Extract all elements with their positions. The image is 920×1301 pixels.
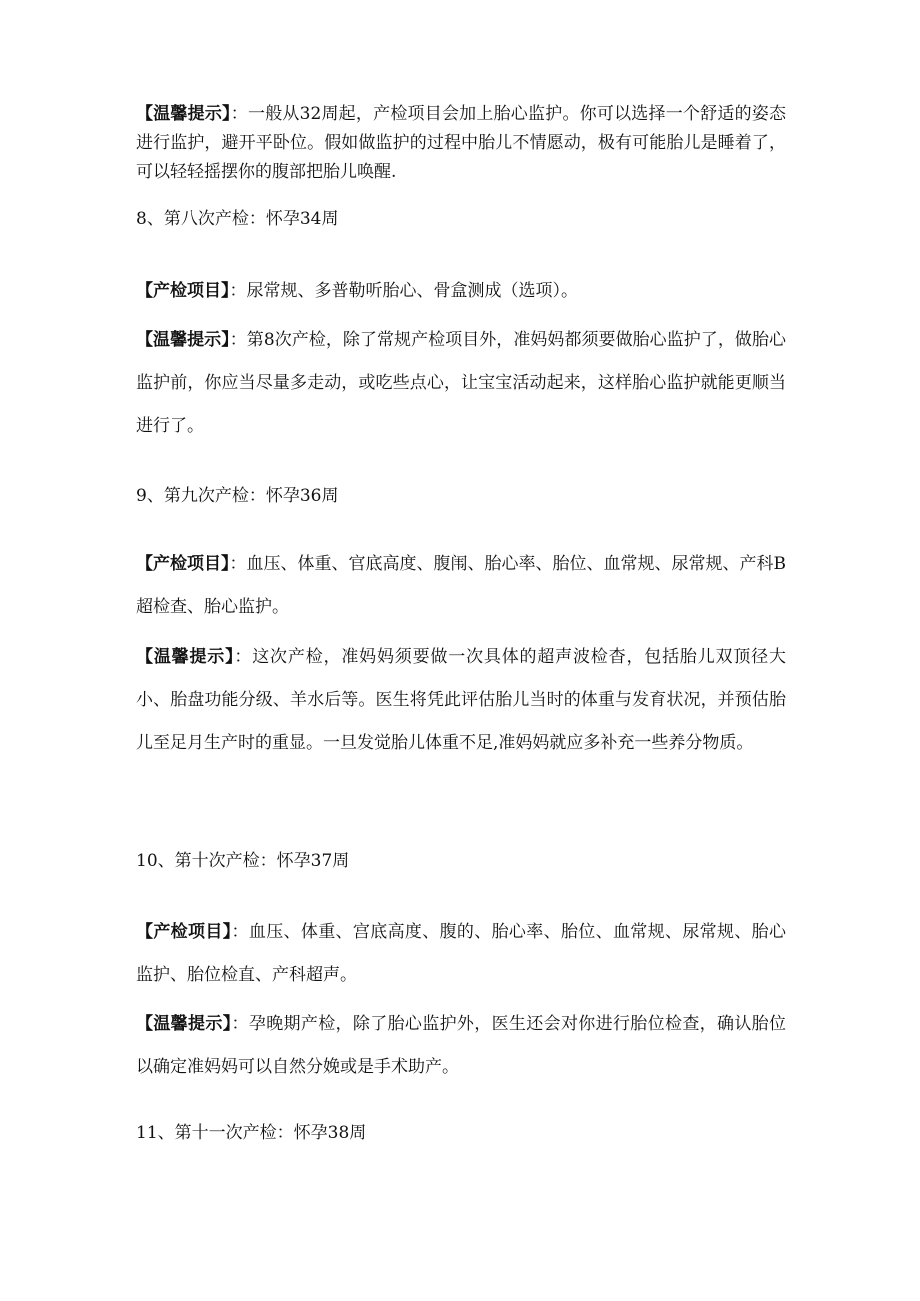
section-10-heading: 10、第十次产检：怀孕37周	[136, 851, 350, 871]
items-label: 【产检项目】	[136, 281, 230, 301]
section-8-tip	[136, 319, 786, 448]
tip-label: 【温馨提示】	[136, 1014, 232, 1034]
section-8-heading: 8、第八次产检：怀孕34周	[136, 209, 339, 229]
section-8-items	[136, 277, 786, 306]
items-label: 【产检项目】	[136, 554, 230, 574]
section-9-tip	[136, 636, 786, 765]
items-label: 【产检项目】	[136, 922, 232, 942]
items-text: ：血压、体重、宫底高度、腹的、胎心率、胎位、血常规、尿常规、胎心监护、胎位检直、产科超声。	[136, 922, 787, 985]
section-10-tip	[136, 1003, 786, 1089]
tip-text: ：这次产检，准妈妈须要做一次具体的超声波检杳，包括胎儿双顶径大小、胎盘功能分级、羊水后等。医生将凭此评估胎儿当时的体重与发育状况，并预估胎儿至足月生产时的重显。一旦发觉胎儿体重不足,准妈妈就应多补充一些养分物质。	[136, 647, 787, 753]
intro-tip-paragraph	[136, 100, 786, 187]
tip-label: 【温馨提示】	[136, 330, 230, 350]
tip-text: ：一般从32周起，产检项目会加上胎心监护。你可以选择一个舒适的姿态进行监护，避开平卧位。假如做监护的过程中胎儿不情愿动，极有可能胎儿是睡着了，可以轻轻摇摆你的腹部把胎儿唤醒.	[136, 104, 786, 182]
tip-text: ：孕晚期产检，除了胎心监护外，医生还会对你进行胎位检查，确认胎位以确定准妈妈可以自然分娩或是手术助产。	[136, 1014, 787, 1077]
items-text: ：尿常规、多普勒听胎心、骨盒测成（选项）。	[229, 281, 578, 301]
tip-text: ：第8次产检，除了常规产检项目外，准妈妈都须要做胎心监护了，做胎心监护前，你应当尽量多走动，或吃些点心，让宝宝活动起来，这样胎心监护就能更顺当进行了。	[136, 330, 786, 436]
section-11-heading: 11、第十一次产检：怀孕38周	[136, 1123, 367, 1143]
tip-label: 【温馨提示】	[136, 104, 231, 124]
items-text: ：血压、体重、官底高度、腹闱、胎心率、胎位、血常规、尿常规、产科B超检查、胎心监护。	[136, 554, 786, 617]
section-10-items	[136, 911, 786, 997]
section-9-heading: 9、第九次产检：怀孕36周	[136, 486, 339, 506]
section-9-items	[136, 543, 786, 629]
tip-label: 【温馨提示】	[136, 647, 235, 667]
